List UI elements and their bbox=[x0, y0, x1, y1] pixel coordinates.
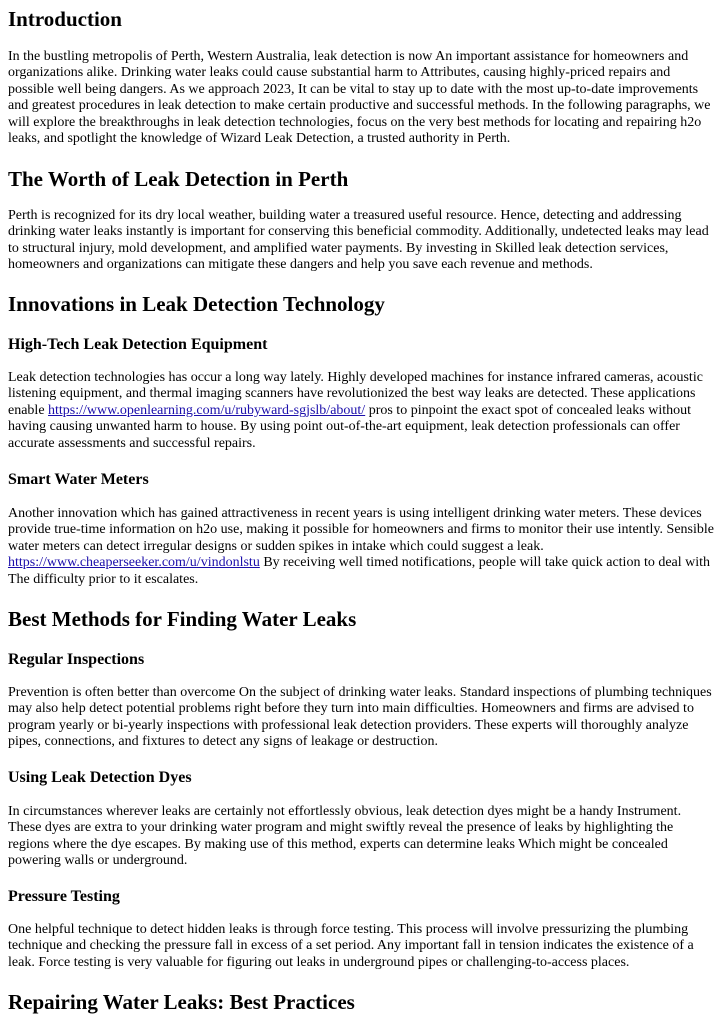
cheaperseeker-link[interactable]: https://www.cheaperseeker.com/u/vindonlstu bbox=[8, 555, 260, 571]
subheading-smart-water-meters: Smart Water Meters bbox=[8, 471, 149, 488]
paragraph-high-tech-equipment bbox=[8, 370, 714, 452]
paragraph-pressure-testing: One helpful technique to detect hidden leaks is through force testing. This process will involve pressurizing the plumbing technique and checking the pressure fall in excess of a set period. Any important fall in tension indicates the existence of a leak. Force testing is very valuable for figuring out leaks in underground pipes or challenging-to-access places. bbox=[8, 922, 694, 970]
paragraph-text: By receiving well timed notifications, people will take quick action to deal with The difficulty prior to it escalates. bbox=[8, 555, 711, 587]
heading-repairing-water-leaks: Repairing Water Leaks: Best Practices bbox=[8, 990, 355, 1014]
subheading-pressure-testing: Pressure Testing bbox=[8, 888, 120, 905]
paragraph-text: Another innovation which has gained attractiveness in recent years is using intelligent drinking water meters. These devices provide true-time information on h2o use, making it possible for homeowners and firms to monitor their use intently. Sensible water meters can detect irregular designs or sudden spikes in intake which could suggest a leak. bbox=[8, 506, 714, 554]
paragraph-worth-of-leak-detection: Perth is recognized for its dry local weather, building water a treasured useful resource. Hence, detecting and addressing drinking water leaks instantly is important for conserving this beneficial commodity. Additionally, undetected leaks may lead to structural injury, mold development, and amplified water payments. By investing in Skilled leak detection services, homeowners and organizations can mitigate these dangers and help you save each revenue and methods. bbox=[8, 208, 709, 273]
paragraph-introduction: In the bustling metropolis of Perth, Western Australia, leak detection is now An important assistance for homeowners and organizations alike. Drinking water leaks could cause substantial harm to Attributes, causing highly-priced repairs and possible well being dangers. As we approach 2023, It can be vital to stay up to date with the most up-to-date improvements and greatest procedures in leak detection to make certain productive and successful methods. In the following paragraphs, we will explore the breakthroughs in leak detection technologies, focus on the very best methods for locating and repairing h2o leaks, and spotlight the knowledge of Wizard Leak Detection, a trusted authority in Perth. bbox=[8, 49, 711, 147]
paragraph-text: Leak detection technologies has occur a long way lately. Highly developed machines for instance infrared cameras, acoustic listening equipment, and thermal imaging scanners have revolutionized the best way leaks are detected. These applications enable bbox=[8, 370, 703, 418]
heading-introduction: Introduction bbox=[8, 7, 122, 31]
heading-worth-of-leak-detection: The Worth of Leak Detection in Perth bbox=[8, 167, 349, 191]
heading-best-methods: Best Methods for Finding Water Leaks bbox=[8, 607, 357, 631]
paragraph-leak-detection-dyes: In circumstances wherever leaks are certainly not effortlessly obvious, leak detection dyes might be a handy Instrument. These dyes are extra to your drinking water program and might swiftly reveal the presence of leaks by highlighting the regions where the dye escapes. By making use of this method, experts can determine leaks Which might be concealed powering walls or underground. bbox=[8, 804, 682, 869]
paragraph-text: pros to pinpoint the exact spot of concealed leaks without having causing unwanted harm to house. By using point out-of-the-art equipment, leak detection professionals can offer accurate assessments and successful repairs. bbox=[8, 402, 691, 451]
openlearning-link[interactable]: https://www.openlearning.com/u/rubyward-sgjslb/about/ bbox=[48, 402, 366, 418]
subheading-regular-inspections: Regular Inspections bbox=[8, 651, 145, 668]
subheading-leak-detection-dyes: Using Leak Detection Dyes bbox=[8, 769, 192, 786]
paragraph-regular-inspections: Prevention is often better than overcome On the subject of drinking water leaks. Standard inspections of plumbing techniques may also help detect potential problems right before they turn into main difficulties. Homeowners and firms are advised to program yearly or bi-yearly inspections with professional leak detection providers. These experts will thoroughly analyze pipes, connections, and fixtures to detect any signs of leakage or destruction. bbox=[8, 685, 712, 750]
subheading-high-tech-equipment: High-Tech Leak Detection Equipment bbox=[8, 336, 268, 353]
paragraph-smart-water-meters bbox=[8, 506, 714, 588]
heading-innovations: Innovations in Leak Detection Technology bbox=[8, 292, 385, 316]
